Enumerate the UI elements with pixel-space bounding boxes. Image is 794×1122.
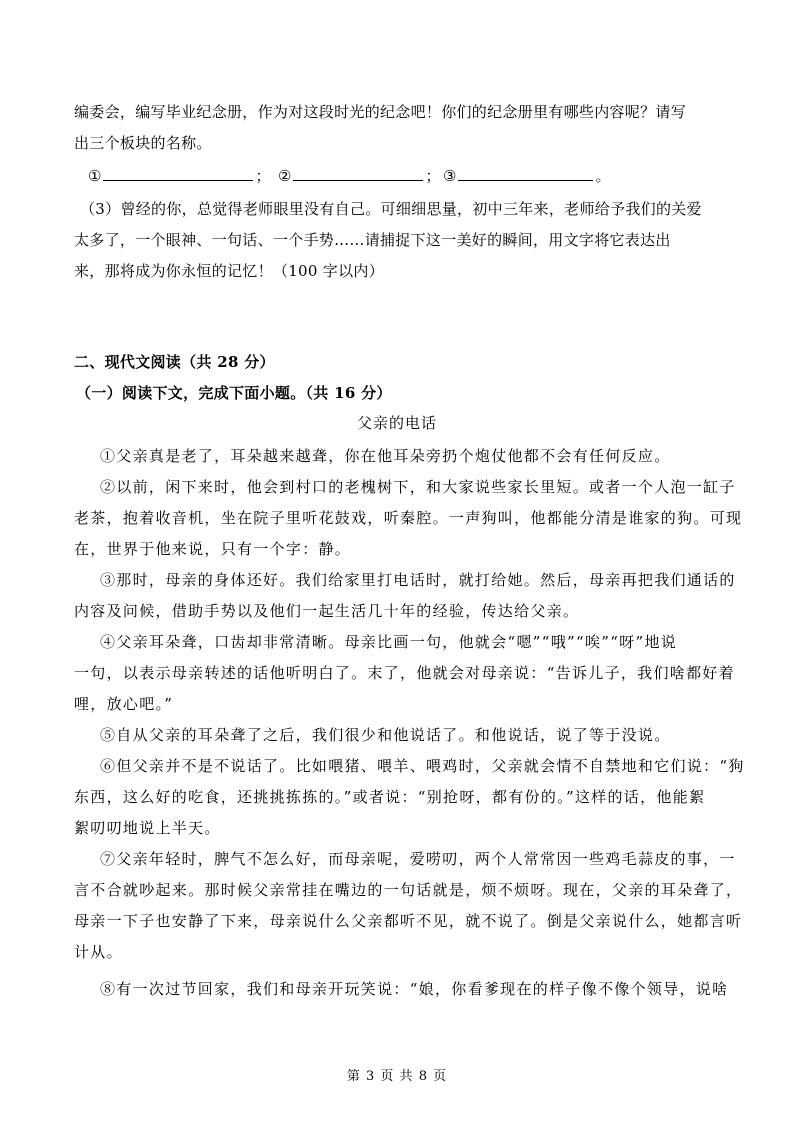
article-line: ④父亲耳朵聋，口齿却非常清晰。母亲比画一句，他就会“嗯”“哦”“唉”“呀”地说 [100, 633, 678, 651]
question-3-line-2: 太多了，一个眼神、一句话、一个手势……请捕捉下这一美好的瞬间，用文字将它表达出 [74, 231, 671, 249]
article-line: 絮叨叨地说上半天。 [74, 819, 221, 837]
article-line: ⑦父亲年轻时，脾气不怎么好，而母亲呢，爱唠叨，两个人常常因一些鸡毛蒜皮的事，一 [100, 850, 736, 868]
article-line: ③那时，母亲的身体还好。我们给家里打电话时，就打给她。然后，母亲再把我们通话的 [100, 571, 736, 589]
blank-label-1: ① [88, 167, 102, 185]
blank-line-1[interactable] [103, 164, 253, 181]
blank-sep-1: ； [255, 167, 271, 185]
answer-blank-1[interactable] [88, 164, 270, 186]
article-line: 东西，这么好的吃食，还挑挑拣拣的。”或者说：“别抢呀，都有份的。”这样的话，他能絮 [74, 788, 706, 806]
answer-blanks [88, 164, 728, 188]
sub-heading: （一）阅读下文，完成下面小题。（共 16 分） [76, 384, 392, 402]
article-line: 内容及问候，借助手势以及他们一起生活几十年的经验，传达给父亲。 [74, 602, 580, 620]
intro-line-1: 编委会，编写毕业纪念册，作为对这段时光的纪念吧！你们的纪念册里有哪些内容呢？请写 [74, 103, 687, 121]
article-line: ②以前，闲下来时，他会到村口的老槐树下，和大家说些家长里短。或者一个人泡一缸子 [100, 478, 736, 496]
page-footer: 第 3 页 共 8 页 [346, 1069, 448, 1084]
blank-line-3[interactable] [458, 164, 593, 181]
answer-blank-2[interactable] [278, 164, 440, 186]
article-line: 言不合就吵起来。那时候父亲常挂在嘴边的一句话就是，烦不烦呀。现在，父亲的耳朵聋了， [74, 881, 743, 899]
article-title: 父亲的电话 [356, 414, 437, 432]
blank-label-2: ② [278, 167, 292, 185]
blank-sep-3: 。 [595, 167, 611, 185]
question-3-line-3: 来，那将成为你永恒的记忆！（100 字以内） [74, 262, 385, 280]
article-line: 老茶，抱着收音机，坐在院子里听花鼓戏，听秦腔。一声狗叫，他都能分清是谁家的狗。可现 [74, 509, 743, 527]
intro-line-2: 出三个板块的名称。 [74, 134, 212, 152]
article-line: 哩，放心吧。” [74, 695, 174, 713]
article-line: 母亲一下子也安静了下来，母亲说什么父亲都听不见，就不说了。倒是父亲说什么，她都言听 [74, 912, 743, 930]
blank-sep-2: ； [425, 167, 441, 185]
article-line: 在，世界于他来说，只有一个字：静。 [74, 540, 352, 558]
article-line: ⑤自从父亲的耳朵聋了之后，我们很少和他说话了。和他说话，说了等于没说。 [100, 726, 671, 744]
answer-blank-3[interactable] [443, 164, 610, 186]
article-line: 一句，以表示母亲转述的话他听明白了。末了，他就会对母亲说：“告诉儿子，我们啥都好着 [74, 664, 735, 682]
question-3-line-1: （3）曾经的你，总觉得老师眼里没有自己。可细细思量，初中三年来，老师给予我们的关爱 [80, 200, 702, 218]
blank-line-2[interactable] [293, 164, 423, 181]
article-line: ⑧有一次过节回家，我们和母亲开玩笑说：“娘，你看爹现在的样子像不像个领导，说啥 [100, 980, 729, 998]
article-line: ①父亲真是老了，耳朵越来越聋，你在他耳朵旁扔个炮仗他都不会有任何反应。 [100, 447, 671, 465]
section-heading: 二、现代文阅读（共 28 分） [74, 353, 275, 371]
blank-label-3: ③ [443, 167, 457, 185]
article-line: 计从。 [74, 943, 123, 961]
article-line: ⑥但父亲并不是不说话了。比如喂猪、喂羊、喂鸡时，父亲就会情不自禁地和它们说：“狗 [100, 757, 745, 775]
